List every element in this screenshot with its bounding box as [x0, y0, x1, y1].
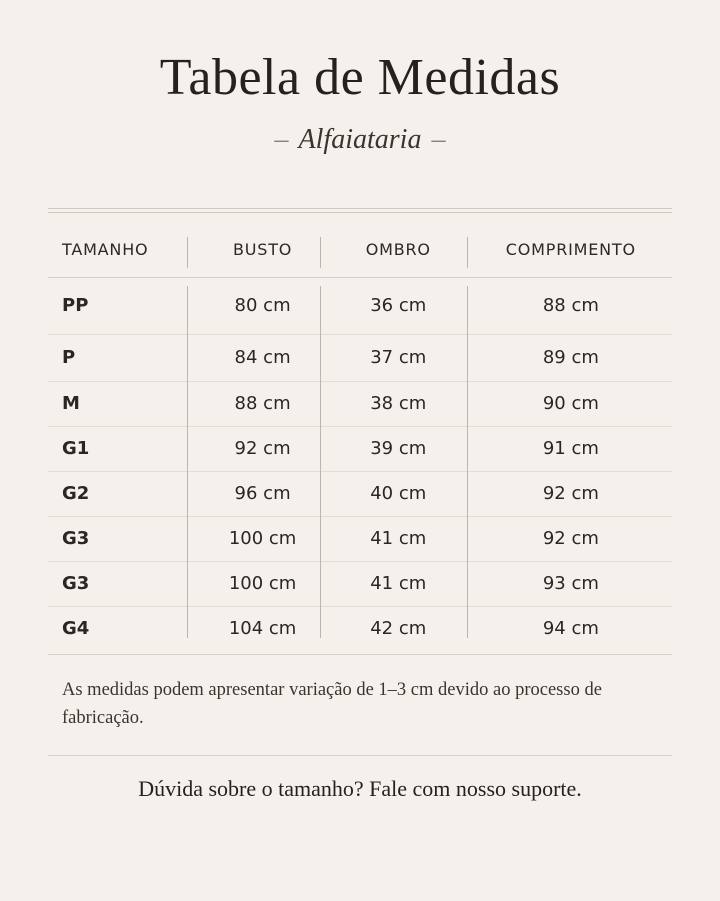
length-cell: 91 cm — [470, 426, 672, 471]
table-row — [48, 516, 672, 561]
length-cell: 89 cm — [470, 334, 672, 381]
size-cell: G3 — [48, 561, 198, 606]
shoulder-cell: 37 cm — [327, 334, 470, 381]
length-cell: 94 cm — [470, 606, 672, 650]
table-row — [48, 277, 672, 334]
shoulder-cell: 39 cm — [327, 426, 470, 471]
header-shoulder: OMBRO — [365, 240, 431, 259]
table-row — [48, 561, 672, 606]
page-subtitle — [0, 124, 720, 156]
body-column-divider — [320, 286, 321, 638]
header-divider — [48, 277, 672, 278]
header-length: COMPRIMENTO — [505, 240, 636, 259]
table-row — [48, 426, 672, 471]
subtitle-dash-left: – — [274, 124, 289, 155]
shoulder-cell: 38 cm — [327, 381, 470, 426]
bust-cell: 100 cm — [198, 561, 326, 606]
bust-cell: 80 cm — [234, 294, 291, 316]
top-divider — [48, 208, 672, 209]
bust-cell: 88 cm — [198, 381, 326, 426]
length-cell: 88 cm — [542, 294, 599, 316]
length-cell: 92 cm — [470, 471, 672, 516]
table-row — [48, 471, 672, 516]
header-size: TAMANHO — [62, 240, 149, 259]
support-message: Dúvida sobre o tamanho? Fale com nosso suporte. — [138, 776, 582, 801]
length-cell: 90 cm — [470, 381, 672, 426]
size-cell: G3 — [48, 516, 198, 561]
size-cell: M — [48, 381, 198, 426]
header-column-divider — [467, 237, 468, 268]
page-title: Tabela de Medidas — [159, 49, 561, 106]
bust-cell: 84 cm — [198, 334, 326, 381]
bust-cell: 104 cm — [198, 606, 326, 650]
header-bust: BUSTO — [232, 240, 293, 259]
header-column-divider — [320, 237, 321, 268]
measurement-note: As medidas podem apresentar variação de 1–3 cm devido ao processo de fabricação. — [62, 680, 602, 728]
size-table-body — [48, 277, 672, 650]
table-header-row — [48, 222, 672, 277]
shoulder-cell: 40 cm — [327, 471, 470, 516]
table-row — [48, 606, 672, 650]
table-bottom-divider — [48, 654, 672, 655]
shoulder-cell: 41 cm — [327, 516, 470, 561]
bust-cell: 92 cm — [198, 426, 326, 471]
size-table — [48, 222, 672, 650]
table-row — [48, 334, 672, 381]
size-cell: G1 — [48, 426, 198, 471]
table-row — [48, 381, 672, 426]
top-divider-secondary — [48, 212, 672, 213]
shoulder-cell: 36 cm — [370, 294, 427, 316]
shoulder-cell: 42 cm — [327, 606, 470, 650]
subtitle-text: Alfaiataria — [298, 124, 422, 155]
bust-cell: 96 cm — [198, 471, 326, 516]
shoulder-cell: 41 cm — [327, 561, 470, 606]
size-cell: PP — [62, 294, 89, 316]
length-cell: 92 cm — [470, 516, 672, 561]
size-cell: P — [48, 334, 198, 381]
subtitle-dash-right: – — [431, 124, 446, 155]
body-column-divider — [467, 286, 468, 638]
length-cell: 93 cm — [470, 561, 672, 606]
size-cell: G4 — [48, 606, 198, 650]
header-column-divider — [187, 237, 188, 268]
body-column-divider — [187, 286, 188, 638]
bust-cell: 100 cm — [198, 516, 326, 561]
size-cell: G2 — [48, 471, 198, 516]
footer-divider — [48, 755, 672, 756]
